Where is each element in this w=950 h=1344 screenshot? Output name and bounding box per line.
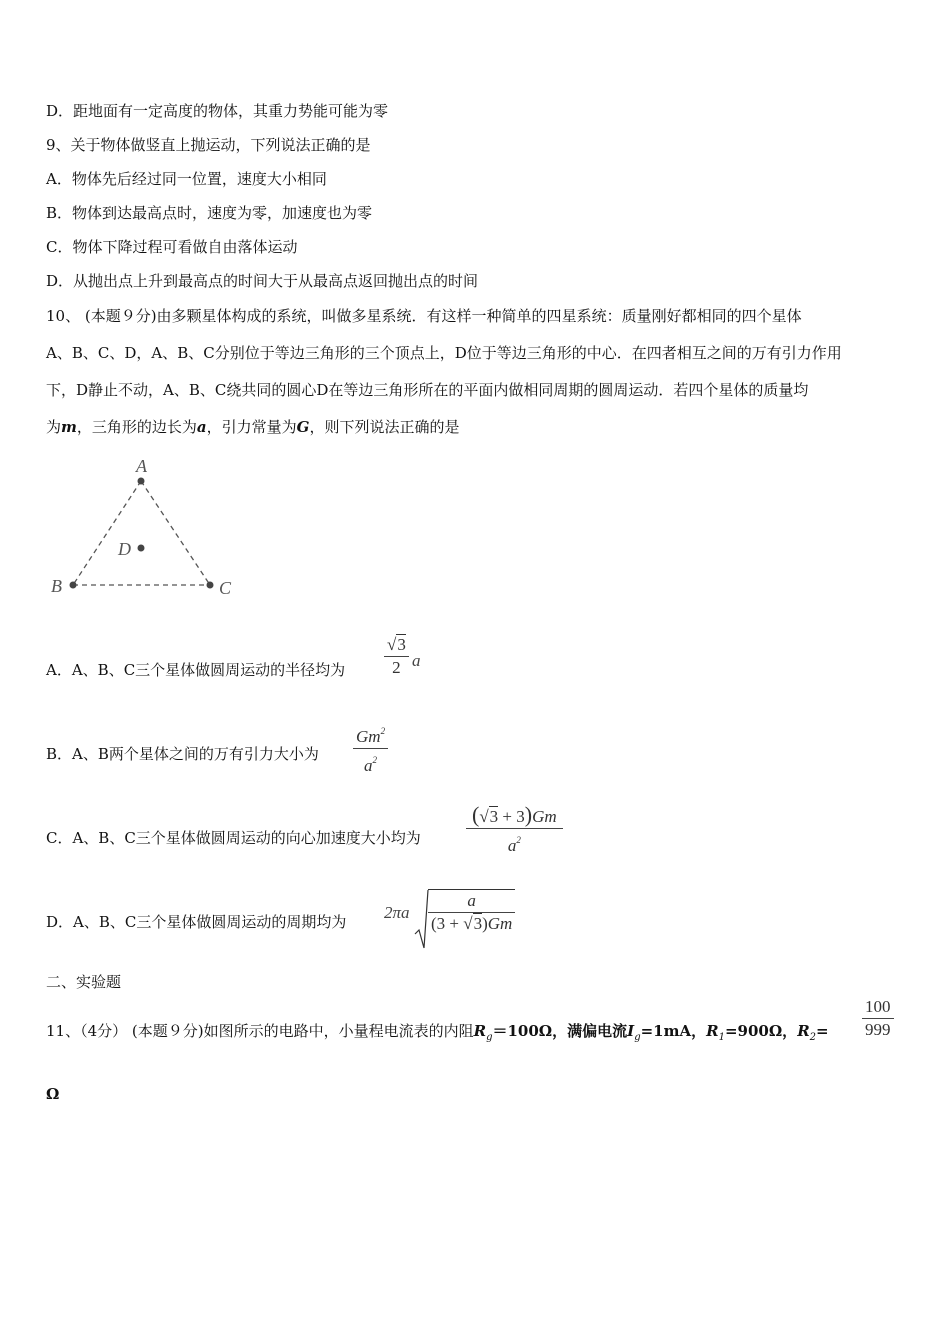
label-d: D — [118, 539, 131, 559]
q10-option-a-var: a — [412, 651, 421, 670]
q11-stem: 11、（4分） (本题９分)如图所示的电路中，小量程电流表的内阻$R_g=100\Omega$，满偏电流$I_g=1mA$，$R_1=900\Omega$，$R_2=$ — [46, 1022, 829, 1043]
q9-option-c: C．物体下降过程可看做自由落体运动 — [46, 238, 298, 256]
label-b: B — [51, 576, 62, 596]
q11-unit: Ω — [46, 1085, 60, 1103]
q10-stem-line1: 10、 (本题９分)由多颗星体构成的系统，叫做多星系统．有这样一种简单的四星系统：质量刚好都相同的四个星体 — [46, 307, 802, 325]
label-a: A — [136, 456, 147, 476]
q10-stem-line3: 下，D静止不动，A、B、C绕共同的圆心D在等边三角形所在的平面内做相同周期的圆周运动．若四个星体的质量均 — [46, 381, 809, 399]
q10-stem-line2: A、B、C、D，A、B、C分别位于等边三角形的三个顶点上，D位于等边三角形的中心．在四者相互之间的万有引力作用 — [46, 344, 842, 362]
q10-option-b: B．A、B两个星体之间的万有引力大小为 — [46, 745, 319, 763]
q10-stem-line4: 为m，三角形的边长为a，引力常量为G，则下列说法正确的是 — [46, 418, 460, 436]
point-d — [138, 545, 145, 552]
q10-option-d-fraction: $\frac{a}{(3 + √3)Gm}$ — [428, 889, 515, 935]
edge-ac — [141, 481, 210, 585]
point-b — [70, 582, 77, 589]
q10-option-c-fraction: $\frac{(√3 + 3)Gm}{a^2}$ — [466, 804, 563, 857]
point-a — [138, 478, 145, 485]
q9-option-d: D．从抛出点上升到最高点的时间大于从最高点返回抛出点的时间 — [46, 272, 479, 290]
q9-stem: 9、关于物体做竖直上抛运动，下列说法正确的是 — [46, 136, 371, 154]
triangle-figure — [40, 452, 260, 612]
label-c: C — [219, 578, 232, 598]
q8-option-d: D．距地面有一定高度的物体，其重力势能可能为零 — [46, 102, 389, 120]
q10-option-d: D．A、B、C三个星体做圆周运动的周期均为 — [46, 913, 347, 931]
q10-option-c: C．A、B、C三个星体做圆周运动的向心加速度大小均为 — [46, 829, 421, 847]
q10-option-a-fraction: $\frac{√3}{2}$ — [384, 634, 409, 679]
section-title: 二、实验题 — [46, 973, 122, 991]
point-c — [207, 582, 214, 589]
edge-ab — [73, 481, 141, 585]
q10-option-d-prefix: 2πa — [384, 903, 410, 922]
q9-option-b: B．物体到达最高点时，速度为零，加速度也为零 — [46, 204, 373, 222]
q11-r2-fraction: $\frac{100}{999}$ — [862, 996, 894, 1041]
q10-option-b-fraction: $\frac{Gm^2}{a^2}$ — [353, 720, 388, 777]
q10-option-a: A．A、B、C三个星体做圆周运动的半径均为 — [46, 661, 346, 679]
q9-option-a: A．物体先后经过同一位置，速度大小相同 — [46, 170, 327, 188]
